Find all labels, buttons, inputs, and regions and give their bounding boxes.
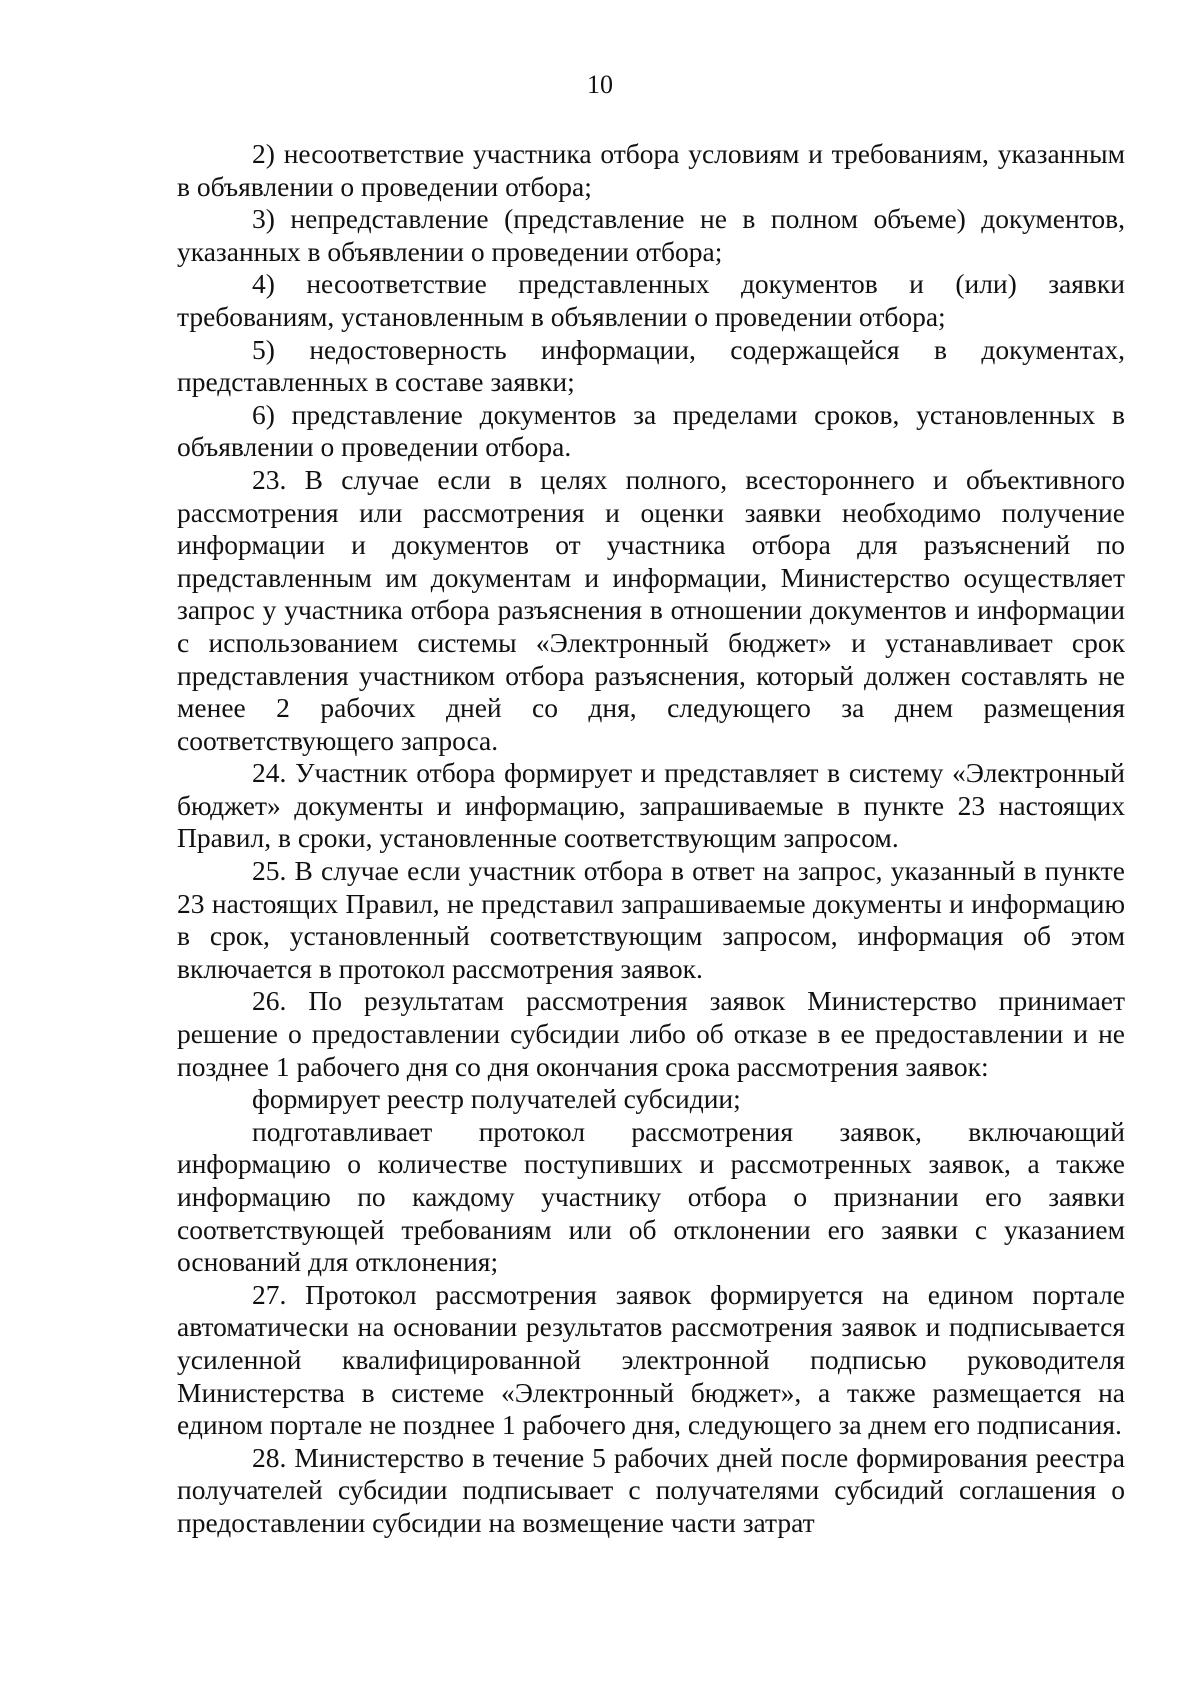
paragraph-protocol: подготавливает протокол рассмотрения заявок, включающий информацию о количестве поступивших и рассмотренных заявок, а также информацию по каждому участнику отбора о признании его заявки соответствующей требованиям или об отклонении его заявки с указанием оснований для отклонения; xyxy=(177,1115,1125,1278)
paragraph-clause-24: 24. Участник отбора формирует и представляет в систему «Электронный бюджет» документы и информацию, запрашиваемые в пункте 23 настоящих Правил, в сроки, установленные соответствующим запросом. xyxy=(177,757,1125,854)
paragraph-clause-28: 28. Министерство в течение 5 рабочих дней после формирования реестра получателей субсидии подписывает с получателями субсидий соглашения о предоставлении субсидии на возмещение части затрат xyxy=(177,1441,1125,1538)
paragraph-item-4: 4) несоответствие представленных документов и (или) заявки требованиям, установленным в объявлении о проведении отбора; xyxy=(177,268,1125,332)
page-number: 10 xyxy=(587,70,613,99)
document-body xyxy=(177,138,1125,1540)
paragraph-item-2: 2) несоответствие участника отбора условиям и требованиям, указанным в объявлении о проведении отбора; xyxy=(177,138,1125,202)
paragraph-clause-27: 27. Протокол рассмотрения заявок формируется на едином портале автоматически на основании результатов рассмотрения заявок и подписывается усиленной квалифицированной электронной подписью руководителя Министерства в системе «Электронный бюджет», а также размещается на едином портале не позднее 1 рабочего дня, следующего за днем его подписания. xyxy=(177,1278,1125,1441)
paragraph-item-5: 5) недостоверность информации, содержащейся в документах, представленных в составе заявки; xyxy=(177,333,1125,398)
paragraph-clause-26: 26. По результатам рассмотрения заявок Министерство принимает решение о предоставлении субсидии либо об отказе в ее предоставлении и не позднее 1 рабочего дня со дня окончания срока рассмотрения заявок: xyxy=(177,985,1125,1082)
paragraph-item-6: 6) представление документов за пределами сроков, установленных в объявлении о проведении отбора. xyxy=(177,398,1125,463)
paragraph-clause-23: 23. В случае если в целях полного, всестороннего и объективного рассмотрения или рассмотрения и оценки заявки необходимо получение информации и документов от участника отбора для разъяснений по представленным им документам и информации, Министерство осуществляет запрос у участника отбора разъяснения в отношении документов и информации с использованием системы «Электронный бюджет» и устанавливает срок представления участником отбора разъяснения, который должен составлять не менее 2 рабочих дней со дня, следующего за днем размещения соответствующего запроса. xyxy=(177,463,1125,756)
paragraph-registry: формирует реестр получателей субсидии; xyxy=(252,1083,741,1115)
paragraph-item-3: 3) непредставление (представление не в полном объеме) документов, указанных в объявлении о проведении отбора; xyxy=(177,203,1125,267)
paragraph-clause-25: 25. В случае если участник отбора в ответ на запрос, указанный в пункте 23 настоящих Правил, не представил запрашиваемые документы и информацию в срок, установленный соответствующим запросом, информация об этом включается в протокол рассмотрения заявок. xyxy=(177,855,1125,984)
